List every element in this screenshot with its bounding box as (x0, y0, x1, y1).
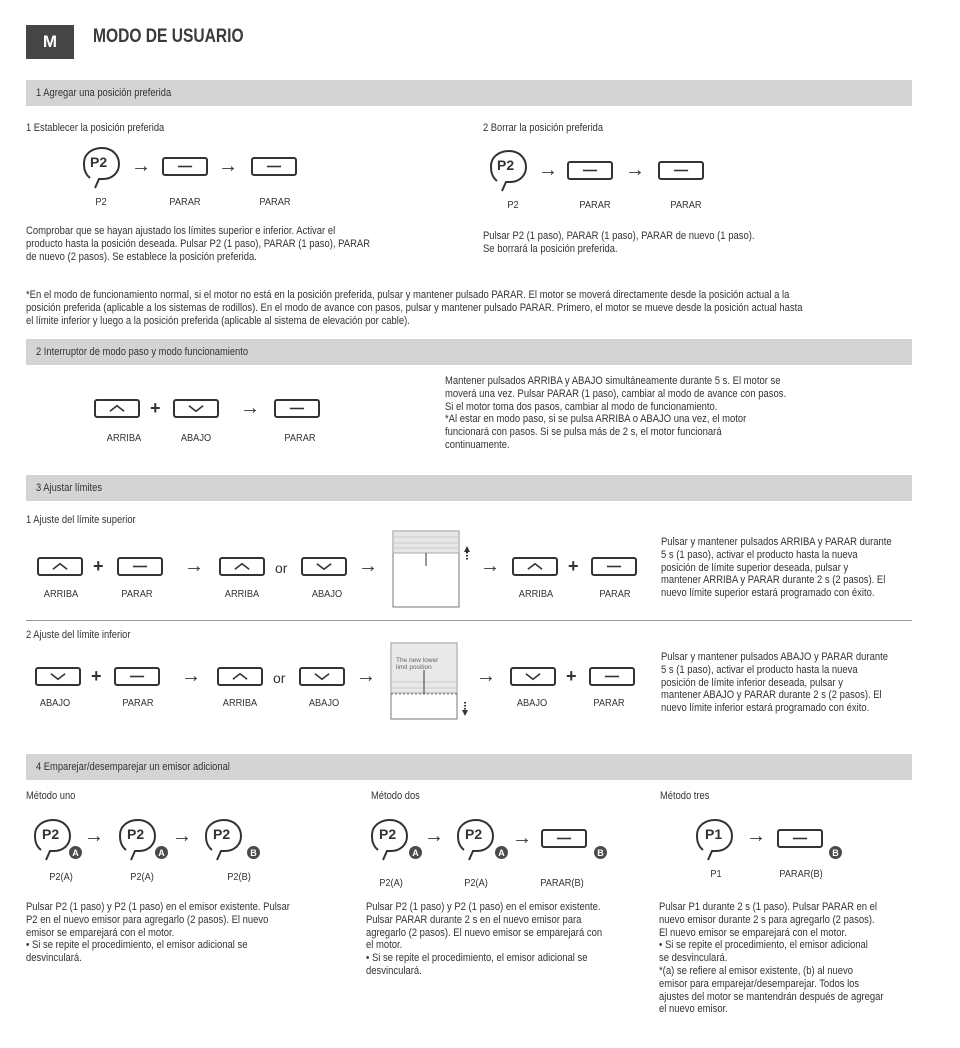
arrow-right-icon: → (172, 825, 192, 847)
label-parar: PARAR (593, 697, 625, 709)
plus-icon: + (566, 666, 577, 686)
plus-icon: + (150, 398, 161, 418)
s1-left-title: 1 Establecer la posición preferida (26, 122, 165, 134)
arrow-right-icon: → (512, 827, 532, 849)
s1-right-text: Pulsar P2 (1 paso), PARAR (1 paso), PARAR de nuevo (1 paso). Se borrará la posición preferida. (483, 230, 755, 255)
label-p2: P2 (507, 199, 519, 211)
badge-a: A (495, 846, 508, 859)
stop-button-icon (541, 829, 587, 848)
stop-button-icon (251, 157, 297, 176)
p2-key-text: P2 (127, 826, 145, 842)
label-abajo: ABAJO (180, 432, 212, 444)
stop-button-icon (274, 399, 320, 418)
down-button-icon (301, 557, 347, 576)
up-button-icon (37, 557, 83, 576)
down-button-icon (173, 399, 219, 418)
section-3-header (26, 475, 912, 501)
s4-m2-text: Pulsar P2 (1 paso) y P2 (1 paso) en el emisor existente. Pulsar PARAR durante 2 s en el nuevo emisor para agregarlo (2 pasos). El nuevo emisor se emparejará con el motor. • Si se repite el procedimiento, el emisor adicional se desvinculará. (366, 901, 603, 977)
badge-a: A (155, 846, 168, 859)
down-button-icon (299, 667, 345, 686)
label-parar-b: PARAR(B) (540, 877, 584, 889)
badge-b: B (247, 846, 260, 859)
label-p2a: P2(A) (130, 871, 154, 883)
mode-badge-letter: M (42, 32, 58, 51)
p2-key-text: P2 (379, 826, 397, 842)
label-abajo: ABAJO (39, 697, 71, 709)
blind-caption: The new lower limit position (396, 657, 439, 671)
arrow-right-icon: → (538, 159, 558, 181)
label-p2a: P2(A) (49, 871, 73, 883)
p2-key-text: P2 (42, 826, 60, 842)
label-p1: P1 (710, 868, 722, 880)
p2-key-text: P2 (465, 826, 483, 842)
label-parar: PARAR (169, 196, 201, 208)
or-text: or (275, 560, 288, 576)
stop-button-icon (117, 557, 163, 576)
blind-lower-limit-icon (390, 642, 480, 720)
s1-right-title: 2 Borrar la posición preferida (483, 122, 604, 134)
arrow-right-icon: → (476, 665, 496, 687)
s3-upper-text: Pulsar y mantener pulsados ARRIBA y PARAR durante 5 s (1 paso), activar el producto hasta la nueva posición de límite superior deseada, pulsar y mantener ARRIBA y PARAR durante 2 s (2 pasos). El nuevo límite superior estará programado con éxito. (661, 536, 892, 600)
p2-key-text: P2 (90, 154, 108, 170)
arrow-right-icon: → (358, 555, 378, 577)
plus-icon: + (93, 556, 104, 576)
up-button-icon (94, 399, 140, 418)
arrow-right-icon: → (181, 665, 201, 687)
p2-key-text: P2 (497, 157, 515, 173)
badge-a: A (409, 846, 422, 859)
label-abajo: ABAJO (308, 697, 340, 709)
s2-text: Mantener pulsados ARRIBA y ABAJO simultáneamente durante 5 s. El motor se moverá una vez. Pulsar PARAR (1 paso), cambiar al modo de avance con pasos. Si el motor toma dos pasos, cambiar al modo de funcionamiento. *Al estar en modo paso, si se pulsa ARRIBA o ABAJO una vez, el motor funcionará con pasos. Si se pulsa más de 2 s, el motor funcionará continuamente. (445, 375, 787, 451)
s3-lower-title: 2 Ajuste del límite inferior (26, 629, 131, 641)
or-text: or (273, 670, 286, 686)
stop-button-icon (162, 157, 208, 176)
badge-b: B (829, 846, 842, 859)
plus-icon: + (91, 666, 102, 686)
up-button-icon (512, 557, 558, 576)
up-button-icon (219, 557, 265, 576)
divider (26, 620, 912, 621)
up-button-icon (217, 667, 263, 686)
arrow-right-icon: → (218, 155, 238, 177)
s1-note: *En el modo de funcionamiento normal, si el motor no está en la posición preferida, pulsar y mantener pulsado PARAR. El motor se moverá directamente desde la posición actual a la posición preferida (aplicable a los sistemas de rodillos). En el modo de avance con pasos, pulsar y mantener pulsado PARAR. Primero, el motor se mueve desde la posición actual hasta el límite inferior y luego a la posición preferida (aplicable al sistema de elevación por cable). (26, 289, 803, 327)
arrow-right-icon: → (131, 155, 151, 177)
label-p2b: P2(B) (227, 871, 251, 883)
arrow-right-icon: → (424, 825, 444, 847)
s4-m3-text: Pulsar P1 durante 2 s (1 paso). Pulsar PARAR en el nuevo emisor durante 2 s para agregarlo (2 pasos). El nuevo emisor se emparejará con el motor. • Si se repite el procedimiento, el emisor adicional se desvinculará. *(a) se refiere al emisor existente, (b) al nuevo emisor para emparejar/desemparejar. Todos los ajustes del motor se mantendrán después de agregar el nuevo emisor. (659, 901, 884, 1016)
s4-m2-title: Método dos (371, 790, 420, 802)
mode-badge (26, 25, 74, 59)
stop-button-icon (567, 161, 613, 180)
page-title: MODO DE USUARIO (93, 26, 244, 47)
label-parar: PARAR (579, 199, 611, 211)
p2-key-text: P2 (213, 826, 231, 842)
stop-button-icon (777, 829, 823, 848)
section-3-title: 3 Ajustar límites (36, 482, 102, 494)
label-arriba: ARRIBA (518, 588, 554, 600)
arrow-right-icon: → (240, 397, 260, 419)
section-1-title: 1 Agregar una posición preferida (36, 87, 172, 99)
down-button-icon (510, 667, 556, 686)
arrow-right-icon: → (184, 555, 204, 577)
s3-upper-title: 1 Ajuste del límite superior (26, 514, 136, 526)
label-parar: PARAR (670, 199, 702, 211)
label-abajo: ABAJO (516, 697, 548, 709)
s3-lower-text: Pulsar y mantener pulsados ABAJO y PARAR durante 5 s (1 paso), activar el producto hasta la nueva posición de límite inferior deseada, pulsar y mantener ABAJO y PARAR durante 2 s (2 pasos). El nuevo límite inferior estará programado con éxito. (661, 651, 888, 715)
arrow-right-icon: → (84, 825, 104, 847)
arrow-right-icon: → (480, 555, 500, 577)
stop-button-icon (589, 667, 635, 686)
label-arriba: ARRIBA (106, 432, 142, 444)
label-p2: P2 (95, 196, 107, 208)
label-parar: PARAR (121, 588, 153, 600)
label-parar-b: PARAR(B) (779, 868, 823, 880)
section-2-title: 2 Interruptor de modo paso y modo funcionamiento (36, 346, 249, 358)
label-parar: PARAR (122, 697, 154, 709)
label-p2a: P2(A) (379, 877, 403, 889)
stop-button-icon (658, 161, 704, 180)
blind-upper-limit-icon (392, 530, 482, 608)
stop-button-icon (591, 557, 637, 576)
section-2-header (26, 339, 912, 365)
plus-icon: + (568, 556, 579, 576)
section-4-header (26, 754, 912, 780)
label-arriba: ARRIBA (224, 588, 260, 600)
p2-key-group (204, 817, 264, 863)
label-parar: PARAR (599, 588, 631, 600)
badge-b: B (594, 846, 607, 859)
s4-m1-title: Método uno (26, 790, 76, 802)
badge-a: A (69, 846, 82, 859)
s4-m1-text: Pulsar P2 (1 paso) y P2 (1 paso) en el emisor existente. Pulsar P2 en el nuevo emisor para agregarlo (2 pasos). El nuevo emisor se emparejará con el motor. • Si se repite el procedimiento, el emisor adicional se desvinculará. (26, 901, 290, 965)
s1-left-text: Comprobar que se hayan ajustado los límites superior e inferior. Activar el producto hasta la posición deseada. Pulsar P2 (1 paso), PARAR (1 paso), PARAR de nuevo (2 pasos). Se establece la posición preferida. (26, 225, 371, 263)
arrow-right-icon: → (356, 665, 376, 687)
section-4-title: 4 Emparejar/desemparejar un emisor adicional (36, 761, 230, 773)
label-arriba: ARRIBA (222, 697, 258, 709)
label-p2a: P2(A) (464, 877, 488, 889)
arrow-right-icon: → (746, 825, 766, 847)
s4-m3-title: Método tres (660, 790, 710, 802)
stop-button-icon (114, 667, 160, 686)
label-parar: PARAR (259, 196, 291, 208)
p1-key-text: P1 (705, 826, 723, 842)
label-abajo: ABAJO (311, 588, 343, 600)
arrow-right-icon: → (625, 159, 645, 181)
section-1-header (26, 80, 912, 106)
label-arriba: ARRIBA (43, 588, 79, 600)
label-parar: PARAR (284, 432, 316, 444)
down-button-icon (35, 667, 81, 686)
